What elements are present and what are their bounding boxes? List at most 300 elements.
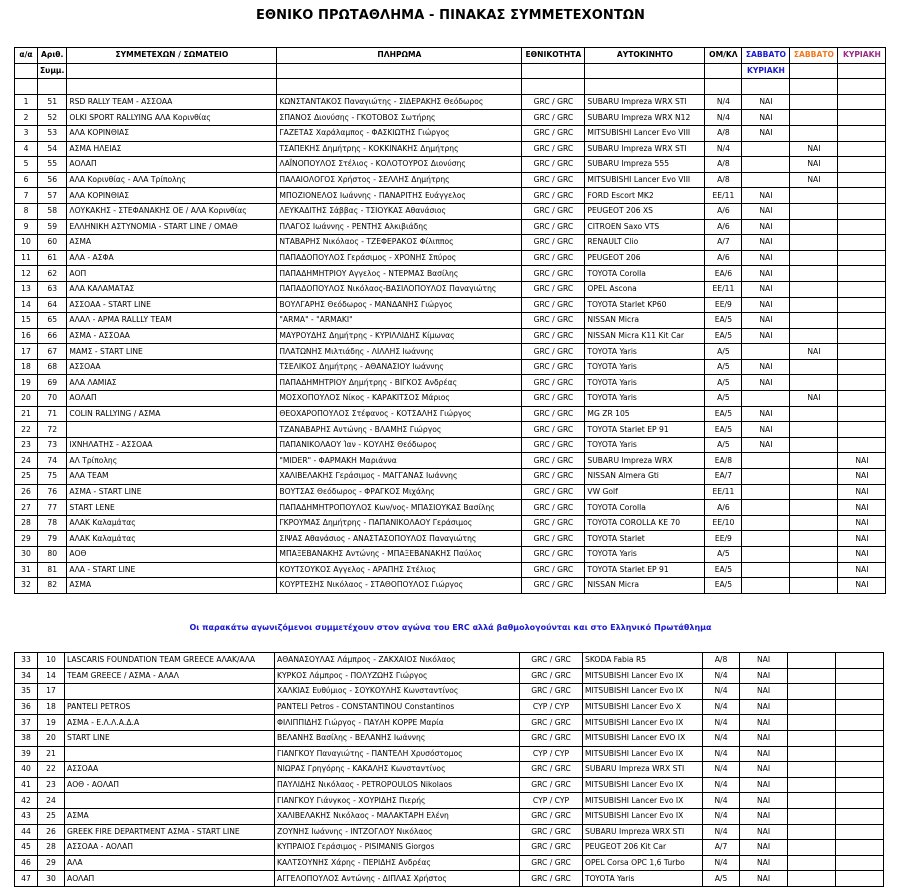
cell-number: 25 [38,808,65,824]
table-row [15,94,886,110]
cell-aa: 40 [15,762,38,778]
table-row [15,547,886,563]
cell-car: TOYOTA Yaris [585,359,705,375]
cell-entrant: ΑΛΑ ΚΟΡΙΝΘΙΑΣ [67,188,277,204]
cell-number: 59 [38,219,67,235]
table-row [15,281,886,297]
cell-nationality: GRC / GRC [520,684,583,700]
cell-number: 77 [38,500,67,516]
cell-sat [788,762,836,778]
cell-entrant: ΑΟΛΑΠ [67,157,277,173]
cell-car: TOYOTA Starlet EP 91 [585,422,705,438]
cell-sat-sun: ΝΑΙ [742,110,790,126]
cell-aa: 7 [15,188,38,204]
cell-crew: ΘΕΟΧΑΡΟΠΟΥΛΟΣ Στέφανος - ΚΟΤΣΑΛΗΣ Γιώργος [277,406,522,422]
cell-sun [836,777,884,793]
cell-sat-sun [742,157,790,173]
cell-aa: 36 [15,699,38,715]
cell-car: MITSUBISHI Lancer Evo IX [583,668,703,684]
table-row [15,762,884,778]
table-row [15,219,886,235]
cell-number: 57 [38,188,67,204]
cell-class: N/4 [705,110,742,126]
cell-crew: ΜΠΟΖΙΟΝΕΛΟΣ Ιωάννης - ΠΑΝΑΡΙΤΗΣ Ευάγγελος [277,188,522,204]
cell-number: 19 [38,715,65,731]
cell-entrant: ΑΛΑ - ΑΣΦΑ [67,250,277,266]
cell-nationality: GRC / GRC [520,762,583,778]
cell-class: EE/11 [705,484,742,500]
cell-car: NISSAN Micra K11 Kit Car [585,328,705,344]
table-row [15,469,886,485]
cell-class: A/8 [705,172,742,188]
cell-sat-sun: ΝΑΙ [740,668,788,684]
cell-crew: "ARMA" - "ARMAKI" [277,313,522,329]
cell-number: 60 [38,235,67,251]
cell-aa: 6 [15,172,38,188]
cell-sat [790,422,838,438]
cell-sat [788,746,836,762]
cell-class: N/4 [703,730,740,746]
cell-sat: ΝΑΙ [790,157,838,173]
cell-crew: ΛΕΥΚΑΔΙΤΗΣ Σάββας - ΤΣΙΟΥΚΑΣ Αθανάσιος [277,203,522,219]
cell-crew: ΚΟΥΤΣΟΥΚΟΣ Αγγελος - ΑΡΑΠΗΣ Στέλιος [277,562,522,578]
cell-number: 55 [38,157,67,173]
cell-sun [836,699,884,715]
header-entrant: ΣΥΜΜΕΤΕΧΩΝ / ΣΩΜΑΤΕΙΟ [67,48,277,64]
cell-class: EA/5 [705,328,742,344]
cell-entrant: LASCARIS FOUNDATION TEAM GREECE ΑΛΑΚ/ΑΛΑ [65,653,275,669]
cell-crew: ΤΣΑΠΕΚΗΣ Δημήτρης - ΚΟΚΚΙΝΑΚΗΣ Δημήτρης [277,141,522,157]
cell-number: 72 [38,422,67,438]
cell-class: EA/5 [705,313,742,329]
cell-nationality: GRC / GRC [522,469,585,485]
erc-note: Οι παρακάτω αγωνιζόμενοι συμμετέχουν στον αγώνα του ERC αλλά βαθμολογούνται και στο Ελληνικό Πρωτάθλημα [189,623,712,632]
cell-class: A/6 [705,203,742,219]
cell-entrant: ΑΛΑΚ Καλαμάτας [67,515,277,531]
cell-sun [838,219,886,235]
table-row [15,840,884,856]
cell-crew: ΓΙΑΝΓΚΟΥ Γιάνγκος - ΧΟΥΡΙΔΗΣ Πιερής [275,793,520,809]
cell-nationality: GRC / GRC [522,297,585,313]
cell-sat [790,437,838,453]
cell-sat [790,500,838,516]
cell-class: EA/6 [705,266,742,282]
cell-sun [838,172,886,188]
cell-nationality: GRC / GRC [520,730,583,746]
cell-class: A/5 [705,547,742,563]
cell-aa: 44 [15,824,38,840]
cell-aa: 28 [15,515,38,531]
cell-car: TOYOTA Corolla [585,266,705,282]
cell-sat [788,668,836,684]
cell-entrant: PANTELI PETROS [65,699,275,715]
cell-crew: ΓΚΡΟΥΜΑΣ Δημήτρης - ΠΑΠΑΝΙΚΟΛΑΟΥ Γεράσιμος [277,515,522,531]
cell-sun [836,824,884,840]
cell-class: A/6 [705,500,742,516]
cell-entrant: ΛΟΥΚΑΚΗΣ - ΣΤΕΦΑΝΑΚΗΣ ΟΕ / ΑΛΑ Κορινθίας [67,203,277,219]
cell-nationality: GRC / GRC [520,824,583,840]
cell-entrant: ΑΛ Τρίπολης [67,453,277,469]
cell-nationality: GRC / GRC [522,266,585,282]
cell-sat-sun: ΝΑΙ [742,422,790,438]
cell-car: MITSUBISHI Lancer Evo IX [583,684,703,700]
cell-class: N/4 [703,777,740,793]
cell-nationality: GRC / GRC [522,484,585,500]
cell-sat-sun: ΝΑΙ [742,188,790,204]
cell-number: 80 [38,547,67,563]
cell-car: SUBARU Impreza WRX STI [583,762,703,778]
cell-entrant: ΑΛΑ ΛΑΜΙΑΣ [67,375,277,391]
table-row [15,250,886,266]
table-row [15,562,886,578]
cell-nationality: GRC / GRC [522,188,585,204]
cell-nationality: CYP / CYP [520,746,583,762]
cell-sat-sun: ΝΑΙ [742,250,790,266]
cell-nationality: GRC / GRC [522,406,585,422]
cell-class: N/4 [705,94,742,110]
header-car: ΑΥΤΟΚΙΝΗΤΟ [585,48,705,64]
table-row [15,855,884,871]
cell-entrant [67,422,277,438]
cell-crew: ΒΟΥΤΣΑΣ Θεόδωρος - ΦΡΑΓΚΟΣ Μιχάλης [277,484,522,500]
table-row [15,515,886,531]
header-row-2 [15,63,886,79]
cell-class: EE/11 [705,188,742,204]
cell-nationality: GRC / GRC [520,715,583,731]
cell-entrant: OLKI SPORT RALLYING ΑΛΑ Κορινθίας [67,110,277,126]
cell-entrant: ΑΟΘ [67,547,277,563]
cell-car: NISSAN Almera Gti [585,469,705,485]
table-row [15,531,886,547]
cell-crew: ΒΟΥΛΓΑΡΗΣ Θεόδωρος - ΜΑΝΔΑΝΗΣ Γιώργος [277,297,522,313]
cell-sat-sun [742,562,790,578]
cell-aa: 20 [15,391,38,407]
cell-sat: ΝΑΙ [790,344,838,360]
cell-class: EA/5 [705,406,742,422]
cell-crew: ΠΑΠΑΔΟΠΟΥΛΟΣ Νικόλαος-ΒΑΣΙΛΟΠΟΥΛΟΣ Παναγιώτης [277,281,522,297]
cell-crew: ΠΑΠΑΔΟΠΟΥΛΟΣ Γεράσιμος - ΧΡΟΝΗΣ Σπύρος [277,250,522,266]
cell-number: 22 [38,762,65,778]
cell-car: OPEL Ascona [585,281,705,297]
cell-sat-sun: ΝΑΙ [742,235,790,251]
cell-sun [838,141,886,157]
cell-sat-sun [742,453,790,469]
cell-crew: ΝΙΩΡΑΣ Γρηγόρης - ΚΑΚΑΛΗΣ Κωνσταντίνος [275,762,520,778]
cell-number: 53 [38,125,67,141]
cell-crew: ΧΑΛΙΒΕΛΑΚΗΣ Νικόλαος - ΜΑΛΑΚΤΑΡΗ Ελένη [275,808,520,824]
cell-aa: 16 [15,328,38,344]
cell-sat [790,515,838,531]
cell-entrant: START LENE [67,500,277,516]
cell-sat: ΝΑΙ [790,172,838,188]
cell-sat-sun [742,391,790,407]
cell-sat-sun: ΝΑΙ [742,281,790,297]
cell-sun [838,297,886,313]
cell-sun: ΝΑΙ [838,500,886,516]
cell-nationality: GRC / GRC [522,125,585,141]
cell-sat-sun: ΝΑΙ [742,297,790,313]
cell-aa: 38 [15,730,38,746]
table-row [15,203,886,219]
cell-car: MITSUBISHI Lancer Evo IX [583,715,703,731]
cell-sat [788,793,836,809]
cell-entrant: ΑΛΑ - START LINE [67,562,277,578]
cell-nationality: CYP / CYP [520,793,583,809]
cell-sat [790,578,838,594]
cell-sat [790,219,838,235]
cell-car: SUBARU Impreza WRX N12 [585,110,705,126]
cell-nationality: GRC / GRC [522,375,585,391]
cell-sat-sun: ΝΑΙ [740,715,788,731]
cell-nationality: GRC / GRC [522,203,585,219]
cell-car: OPEL Corsa OPC 1,6 Turbo [583,855,703,871]
cell-sun: ΝΑΙ [838,515,886,531]
cell-number: 81 [38,562,67,578]
cell-crew: ΣΠΑΝΟΣ Διονύσης - ΓΚΟΤΟΒΟΣ Σωτήρης [277,110,522,126]
table-row [15,328,886,344]
cell-aa: 25 [15,469,38,485]
cell-nationality: GRC / GRC [522,94,585,110]
cell-entrant: ΙΧΝΗΛΑΤΗΣ - ΑΣΣΟΑΑ [67,437,277,453]
cell-entrant: ΑΣΣΟΑΑ [65,762,275,778]
cell-number: 26 [38,824,65,840]
cell-sun [836,793,884,809]
cell-sun [836,855,884,871]
cell-entrant: RSD RALLY TEAM - ΑΣΣΟΑΑ [67,94,277,110]
table-row [15,500,886,516]
cell-crew: ΠΑΠΑΔΗΜΗΤΡΟΠΟΥΛΟΣ Κων/νος- ΜΠΑΣΙΟΥΚΑΣ Βασίλης [277,500,522,516]
cell-sun [838,313,886,329]
cell-sat [790,94,838,110]
cell-aa: 26 [15,484,38,500]
cell-sat [790,359,838,375]
cell-sun: ΝΑΙ [838,484,886,500]
table-row [15,871,884,887]
cell-class: A/5 [705,391,742,407]
cell-nationality: GRC / GRC [522,110,585,126]
cell-sun [838,281,886,297]
cell-number: 62 [38,266,67,282]
cell-entrant: ΑΛΑ [65,855,275,871]
cell-crew: ΧΑΛΚΙΑΣ Ευθύμιος - ΣΟΥΚΟΥΛΗΣ Κωνσταντίνος [275,684,520,700]
cell-car: MG ZR 105 [585,406,705,422]
cell-aa: 46 [15,855,38,871]
cell-car: MITSUBISHI Lancer Evo VIII [585,125,705,141]
cell-class: A/8 [703,653,740,669]
cell-nationality: GRC / GRC [522,172,585,188]
cell-number: 18 [38,699,65,715]
cell-sat-sun [742,344,790,360]
cell-entrant: GREEK FIRE DEPARTMENT ΑΣΜΑ - START LINE [65,824,275,840]
cell-car: TOYOTA Yaris [585,391,705,407]
cell-aa: 32 [15,578,38,594]
cell-number: 79 [38,531,67,547]
cell-nationality: GRC / GRC [520,808,583,824]
cell-sat-sun: ΝΑΙ [742,203,790,219]
cell-sun [838,110,886,126]
cell-nationality: GRC / GRC [520,840,583,856]
cell-entrant: ΑΣΜΑ [67,235,277,251]
cell-class: A/5 [705,344,742,360]
cell-crew: ΠΛΑΓΟΣ Ιωάννης - ΡΕΝΤΗΣ Αλκιβιάδης [277,219,522,235]
cell-crew: ΚΥΡΚΟΣ Λάμπρος - ΠΟΛΥΖΩΗΣ Γιώργος [275,668,520,684]
cell-crew: ΤΖΑΝΑΒΑΡΗΣ Αντώνης - ΒΛΑΜΗΣ Γιώργος [277,422,522,438]
cell-nationality: GRC / GRC [522,500,585,516]
table-row [15,344,886,360]
cell-sat-sun: ΝΑΙ [740,855,788,871]
cell-car: SUBARU Impreza WRX STI [583,824,703,840]
cell-nationality: GRC / GRC [522,562,585,578]
table-row [15,391,886,407]
cell-crew: ΝΤΑΒΑΡΗΣ Νικόλαος - ΤΖΕΦΕΡΑΚΟΣ Φίλιππος [277,235,522,251]
cell-sat-sun: ΝΑΙ [742,266,790,282]
table-row [15,793,884,809]
cell-aa: 15 [15,313,38,329]
cell-aa: 42 [15,793,38,809]
cell-sat-sun: ΝΑΙ [742,94,790,110]
cell-nationality: GRC / GRC [522,344,585,360]
cell-entrant: ΑΟΛΑΠ [67,391,277,407]
cell-class: A/5 [705,359,742,375]
cell-class: EE/10 [705,515,742,531]
table-row [15,297,886,313]
cell-nationality: GRC / GRC [522,281,585,297]
cell-sat [790,281,838,297]
table-row [15,668,884,684]
cell-car: RENAULT Clio [585,235,705,251]
cell-aa: 39 [15,746,38,762]
cell-car: TOYOTA Starlet [585,531,705,547]
cell-crew: ΑΓΓΕΛΟΠΟΥΛΟΣ Αντώνης - ΔΙΠΛΑΣ Χρήστος [275,871,520,887]
cell-sun [836,730,884,746]
table-row [15,777,884,793]
cell-number: 52 [38,110,67,126]
cell-nationality: GRC / GRC [520,668,583,684]
cell-aa: 37 [15,715,38,731]
cell-class: A/8 [705,125,742,141]
cell-sat [788,684,836,700]
table-row [15,125,886,141]
cell-aa: 22 [15,422,38,438]
cell-class: A/5 [703,871,740,887]
cell-sat-sun: ΝΑΙ [742,219,790,235]
cell-crew: ΓΙΑΝΓΚΟΥ Παναγιώτης - ΠΑΝΤΕΛΗ Χρυσόστομος [275,746,520,762]
entries-table-national [14,47,886,594]
cell-entrant: ΑΣΜΑ [67,578,277,594]
cell-sat [790,110,838,126]
cell-entrant: ΑΛΑΛ - ΑΡΜΑ RALLLY TEAM [67,313,277,329]
cell-crew: ΚΑΛΤΣΟΥΝΗΣ Χάρης - ΠΕΡΙΔΗΣ Ανδρέας [275,855,520,871]
table-row [15,578,886,594]
cell-aa: 21 [15,406,38,422]
cell-entrant [65,746,275,762]
cell-car: SKODA Fabia R5 [583,653,703,669]
table-row [15,359,886,375]
cell-entrant: ΑΣΣΟΑΑ - ΑΟΛΑΠ [65,840,275,856]
cell-entrant: COLIN RALLYING / ΑΣΜΑ [67,406,277,422]
table-row [15,715,884,731]
cell-car: TOYOTA Corolla [585,500,705,516]
cell-sat [790,188,838,204]
cell-sun [836,715,884,731]
cell-sat-sun: ΝΑΙ [740,777,788,793]
cell-crew: ΚΟΥΡΤΕΣΗΣ Νικόλαος - ΣΤΑΘΟΠΟΥΛΟΣ Γιώργος [277,578,522,594]
cell-class: N/4 [703,746,740,762]
cell-sun [838,391,886,407]
cell-aa: 43 [15,808,38,824]
cell-sat [790,313,838,329]
cell-class: N/4 [703,668,740,684]
cell-sat-sun [742,484,790,500]
table-row [15,808,884,824]
cell-sat-sun: ΝΑΙ [740,684,788,700]
cell-sun [838,266,886,282]
cell-sun [836,871,884,887]
cell-sat-sun: ΝΑΙ [742,328,790,344]
cell-entrant: ΑΣΜΑ - ΑΣΣΟΑΑ [67,328,277,344]
cell-crew: ΠΛΑΤΩΝΗΣ Μιλτιάδης - ΛΙΛΛΗΣ Ιωάννης [277,344,522,360]
cell-car: FORD Escort MK2 [585,188,705,204]
cell-crew: ΜΠΑΞΕΒΑΝΑΚΗΣ Αντώνης - ΜΠΑΞΕΒΑΝΑΚΗΣ Παύλος [277,547,522,563]
cell-aa: 13 [15,281,38,297]
cell-sun [838,125,886,141]
cell-aa: 19 [15,375,38,391]
cell-number: 73 [38,437,67,453]
cell-aa: 14 [15,297,38,313]
cell-sun [838,157,886,173]
cell-class: EA/7 [705,469,742,485]
cell-sat [790,250,838,266]
cell-class: N/4 [703,715,740,731]
cell-sat [788,824,836,840]
cell-class: N/4 [703,793,740,809]
header-crew: ΠΛΗΡΩΜΑ [277,48,522,64]
header-sat: ΣΑΒΒΑΤΟ [790,48,838,64]
cell-car: TOYOTA Yaris [585,344,705,360]
cell-entrant: ΑΣΣΟΑΑ [67,359,277,375]
cell-crew: ΣΙΨΑΣ Αθανάσιος - ΑΝΑΣΤΑΣΟΠΟΥΛΟΣ Παναγιώτης [277,531,522,547]
cell-car: MITSUBISHI Lancer Evo IX [583,808,703,824]
cell-car: TOYOTA Starlet EP 91 [585,562,705,578]
cell-entrant: ΑΣΜΑ [65,808,275,824]
cell-sat [790,562,838,578]
cell-sat-sun [742,547,790,563]
cell-crew: ΠΑΥΛΙΔΗΣ Νικόλαος - PETROPOULOS Nikolaos [275,777,520,793]
header-sun: ΚΥΡΙΑΚΗ [838,48,886,64]
cell-sun [838,203,886,219]
cell-car: PEUGEOT 206 Kit Car [583,840,703,856]
cell-car: NISSAN Micra [585,578,705,594]
cell-number: 17 [38,684,65,700]
cell-entrant: ΑΣΣΟΑΑ - START LINE [67,297,277,313]
cell-crew: ΖΟΥΝΗΣ Ιωάννης - ΙΝΤΖΟΓΛΟΥ Νικόλαος [275,824,520,840]
cell-number: 23 [38,777,65,793]
cell-sat-sun: ΝΑΙ [742,313,790,329]
cell-number: 24 [38,793,65,809]
cell-sat-sun: ΝΑΙ [740,762,788,778]
cell-class: A/6 [705,219,742,235]
cell-sat-sun: ΝΑΙ [742,437,790,453]
cell-class: N/4 [705,141,742,157]
cell-sat [790,235,838,251]
cell-sat-sun [742,469,790,485]
cell-class: EA/5 [705,578,742,594]
cell-sun [838,235,886,251]
cell-number: 61 [38,250,67,266]
cell-class: A/7 [705,235,742,251]
table-row [15,188,886,204]
cell-number: 20 [38,730,65,746]
